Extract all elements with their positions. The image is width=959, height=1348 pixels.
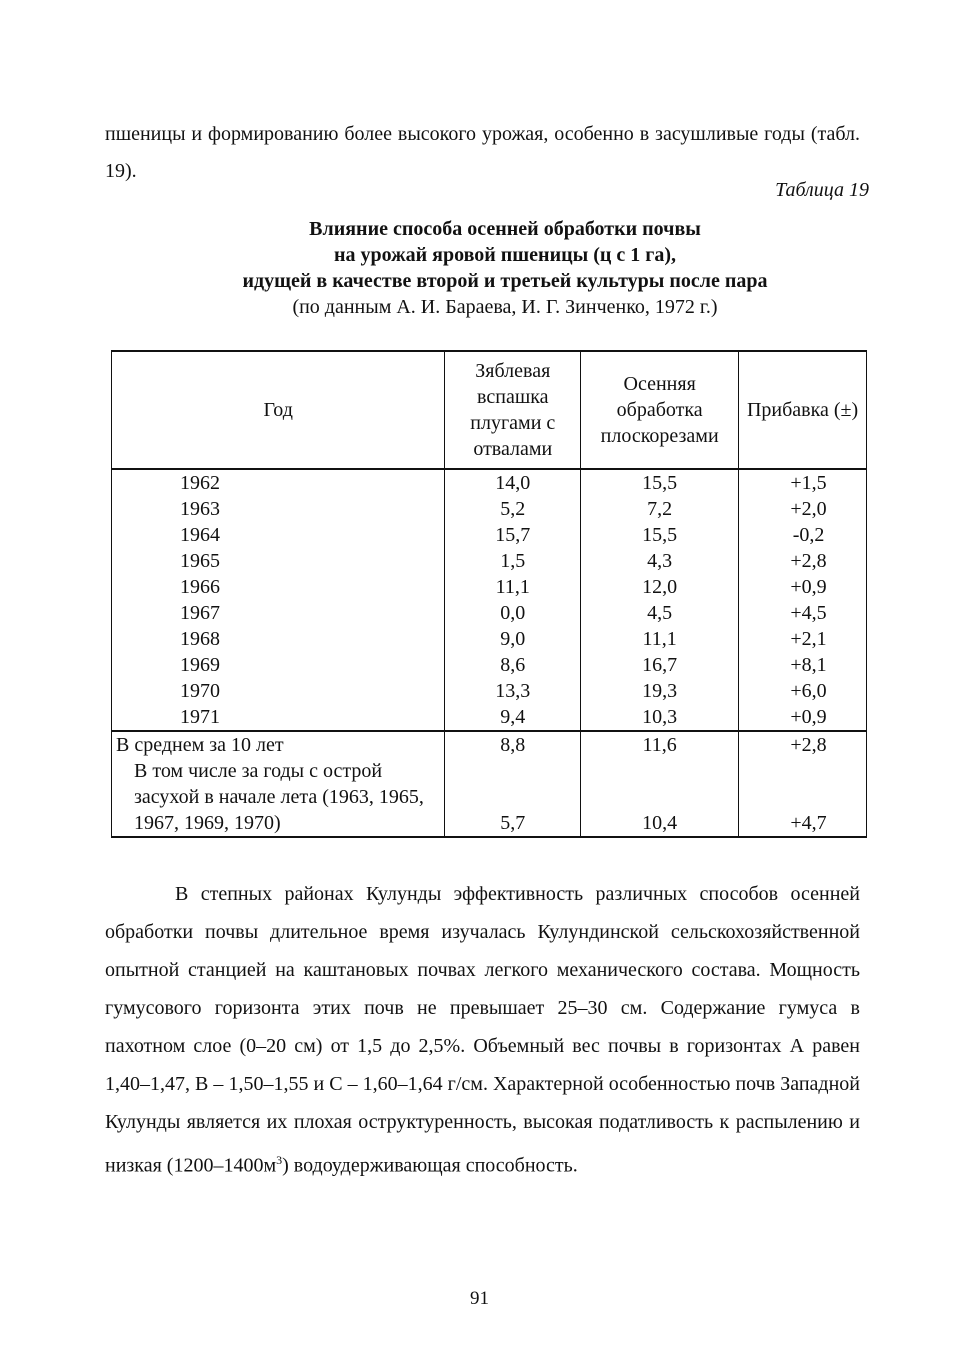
table-title-line1: Влияние способа осенней обработки почвы [309, 218, 701, 240]
body-paragraph [105, 875, 860, 1185]
average-zyab: 8,8 [445, 731, 581, 758]
cell-osen: 7,2 [581, 496, 739, 522]
cell-prib: -0,2 [739, 522, 867, 548]
average-row [112, 731, 867, 758]
cell-osen: 10,3 [581, 704, 739, 731]
cell-osen: 16,7 [581, 652, 739, 678]
cell-year: 1966 [112, 574, 445, 600]
table-row [112, 600, 867, 626]
cell-osen: 12,0 [581, 574, 739, 600]
cell-osen: 4,5 [581, 600, 739, 626]
table-source: (по данным А. И. Бараева, И. Г. Зинченко, 1972 г.) [292, 296, 718, 318]
cell-osen: 11,1 [581, 626, 739, 652]
drought-osen: 10,4 [581, 758, 739, 837]
cell-prib: +2,0 [739, 496, 867, 522]
cell-osen: 19,3 [581, 678, 739, 704]
cell-zyab: 9,4 [445, 704, 581, 731]
cell-prib: +1,5 [739, 469, 867, 496]
cell-prib: +0,9 [739, 574, 867, 600]
cell-osen: 15,5 [581, 522, 739, 548]
drought-zyab: 5,7 [445, 758, 581, 837]
table-title-line2: на урожай яровой пшеницы (ц с 1 га), [333, 244, 677, 266]
cell-year: 1969 [112, 652, 445, 678]
cell-year: 1964 [112, 522, 445, 548]
header-osen: Осенняя обработка плоскорезами [581, 351, 739, 469]
table-title-line3: идущей в качестве второй и третьей культуры после пара [242, 270, 768, 292]
average-osen: 11,6 [581, 731, 739, 758]
table-row [112, 548, 867, 574]
cell-year: 1971 [112, 704, 445, 731]
cell-zyab: 1,5 [445, 548, 581, 574]
body-text-main: В степных районах Кулунды эффективность различных способов осенней обработки почвы длительное время изучалась Кулундинской сельскохозяйственной опытной станцией на каштановых почвах легкого механического состава. Мощность гумусового горизонта этих почв не превышает 25–30 см. Содержание гумуса в пахотном слое (0–20 см) от 1,5 до 2,5%. Объемный вес почвы в горизонтах А равен 1,40–1,47, В – 1,50–1,55 и С – 1,60–1,64 г/см. Характерной особенностью почв Западной Кулунды является их плохая оструктуренность, высокая податливость к распылению и низкая (1200–1400м [105, 883, 860, 1177]
table-header-row [112, 351, 867, 469]
table-title [105, 216, 905, 320]
table-caption-label: Таблица 19 [775, 179, 869, 201]
header-prib: Прибавка (±) [739, 351, 867, 469]
cell-prib: +0,9 [739, 704, 867, 731]
cell-zyab: 13,3 [445, 678, 581, 704]
table-row [112, 496, 867, 522]
cell-year: 1963 [112, 496, 445, 522]
average-prib: +2,8 [739, 731, 867, 758]
cell-prib: +2,8 [739, 548, 867, 574]
cell-year: 1965 [112, 548, 445, 574]
table-row [112, 704, 867, 731]
table-row [112, 626, 867, 652]
page-number: 91 [470, 1288, 489, 1309]
cell-year: 1970 [112, 678, 445, 704]
body-text-superscript: 3 [276, 1153, 283, 1167]
table-row [112, 469, 867, 496]
cell-zyab: 0,0 [445, 600, 581, 626]
cell-prib: +2,1 [739, 626, 867, 652]
table-row [112, 652, 867, 678]
cell-osen: 4,3 [581, 548, 739, 574]
table-row [112, 574, 867, 600]
cell-osen: 15,5 [581, 469, 739, 496]
cell-zyab: 9,0 [445, 626, 581, 652]
cell-year: 1968 [112, 626, 445, 652]
intro-paragraph: пшеницы и формированию более высокого урожая, особенно в засушливые годы (табл. 19). [105, 123, 860, 182]
cell-zyab: 14,0 [445, 469, 581, 496]
cell-zyab: 11,1 [445, 574, 581, 600]
cell-prib: +4,5 [739, 600, 867, 626]
yield-table [111, 350, 867, 838]
average-label: В среднем за 10 лет [112, 731, 445, 758]
drought-label: В том числе за годы с острой засухой в начале лета (1963, 1965, 1967, 1969, 1970) [112, 758, 445, 837]
header-zyab: Зяблевая вспашка плугами с отвалами [445, 351, 581, 469]
cell-year: 1962 [112, 469, 445, 496]
header-year: Год [112, 351, 445, 469]
table-row [112, 678, 867, 704]
cell-year: 1967 [112, 600, 445, 626]
cell-zyab: 8,6 [445, 652, 581, 678]
cell-zyab: 15,7 [445, 522, 581, 548]
drought-row [112, 758, 867, 837]
drought-prib: +4,7 [739, 758, 867, 837]
table-row [112, 522, 867, 548]
cell-prib: +6,0 [739, 678, 867, 704]
cell-prib: +8,1 [739, 652, 867, 678]
cell-zyab: 5,2 [445, 496, 581, 522]
body-text-end: ) водоудерживающая способность. [282, 1154, 578, 1177]
